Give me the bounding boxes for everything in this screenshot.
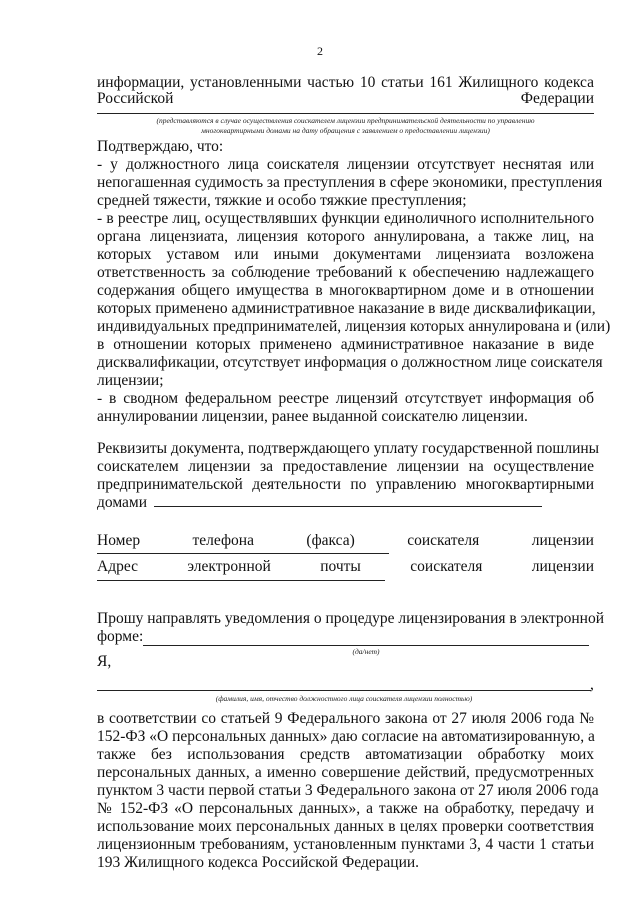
phone-word: телефона xyxy=(192,532,254,549)
requisites-last-label: домами xyxy=(97,494,148,511)
notify-note: (да/нет) xyxy=(352,647,380,656)
phone-word: лицензии xyxy=(531,532,594,549)
ya-label: Я, xyxy=(97,653,112,670)
consent-line: пунктом 3 части первой статьи 3 Федерального закона от 27 июля 2006 года xyxy=(97,782,599,799)
confirm-line: - у должностного лица соискателя лицензии отсутствует неснятая или xyxy=(97,156,594,173)
confirm-line: которых уставом или иными документами лицензиата возложена xyxy=(97,246,594,263)
header-line-2-right: Федерации xyxy=(520,90,594,107)
phone-field[interactable] xyxy=(97,553,389,554)
consent-line: персональных данных, а именно совершение действий, предусмотренных xyxy=(97,764,594,781)
confirm-line: - в сводном федеральном реестре лицензий отсутствует информация об xyxy=(97,390,594,407)
confirm-line: в отношении которых применено административное наказание в виде xyxy=(97,336,594,353)
confirm-line: содержания общего имущества в многоквартирном доме и в отношении xyxy=(97,282,594,299)
confirm-line: ответственность за соблюдение требований к обеспечению надлежащего xyxy=(97,264,594,281)
header-rule xyxy=(97,113,594,114)
notify-label: форме: xyxy=(97,628,144,645)
notify-line-2 xyxy=(97,628,594,646)
confirm-line: которых применено административное наказание в виде дисквалификации, xyxy=(97,300,596,317)
email-field[interactable] xyxy=(97,580,385,581)
email-word: Адрес xyxy=(97,558,138,575)
consent-line: в соответствии со статьей 9 Федерального закона от 27 июля 2006 года № xyxy=(97,710,594,727)
header-note-1: (представляются в случае осуществления соискателем лицензии предпринимательской деятельности по управлению xyxy=(156,116,535,125)
email-line xyxy=(97,558,594,576)
confirm-line: дисквалификации, отсутствует информация о должностном лице соискателя xyxy=(97,354,603,371)
header-line-1: информации, установленными частью 10 статьи 161 Жилищного кодекса xyxy=(97,74,594,91)
notify-field[interactable] xyxy=(143,645,589,646)
requisites-line: соискателем лицензии за предоставление лицензии на осуществление xyxy=(97,458,594,475)
confirm-line: средней тяжести, тяжкие и особо тяжкие преступления; xyxy=(97,192,467,209)
ya-comma: , xyxy=(590,676,594,693)
confirm-heading: Подтверждаю, что: xyxy=(97,138,224,155)
email-word: соискателя xyxy=(410,558,483,575)
notify-line-1: Прошу направлять уведомления о процедуре лицензирования в электронной xyxy=(97,610,604,627)
page-number: 2 xyxy=(317,44,323,58)
header-line-2-left: Российской xyxy=(97,90,174,107)
requisites-line: предпринимательской деятельности по управлению многоквартирными xyxy=(97,476,594,493)
confirm-line: - в реестре лиц, осуществлявших функции единоличного исполнительного xyxy=(97,210,594,227)
confirm-line: индивидуальных предпринимателей, лицензия которых аннулирована и (или) xyxy=(97,318,611,335)
payment-details-field[interactable] xyxy=(154,505,542,507)
consent-line: также без использования средств автоматизации обработку моих xyxy=(97,746,594,763)
consent-line: № 152-ФЗ «О персональных данных», а также на обработку, передачу и xyxy=(97,800,594,817)
email-word: лицензии xyxy=(531,558,594,575)
confirm-line: аннулировании лицензии, ранее выданной соискателю лицензии. xyxy=(97,408,528,425)
consent-last: 193 Жилищного кодекса Российской Федерации. xyxy=(97,854,420,871)
header-note-2: многоквартирными домами на дату обращения с заявлением о предоставлении лицензии) xyxy=(201,126,490,135)
consent-line: 152-ФЗ «О персональных данных» даю согласие на автоматизированную, а xyxy=(97,728,595,745)
confirm-line: непогашенная судимость за преступления в сфере экономики, преступления xyxy=(97,174,603,191)
consent-line: лицензионным требованиям, установленным пунктами 3, 4 части 1 статьи xyxy=(97,836,594,853)
confirm-line: органа лицензиата, лицензия которого аннулирована, а также лиц, на xyxy=(97,228,594,245)
fullname-field[interactable] xyxy=(97,690,591,691)
requisites-last xyxy=(97,494,594,512)
header-line-2 xyxy=(97,90,594,108)
confirm-line: лицензии; xyxy=(97,372,164,389)
email-word: электронной xyxy=(187,558,271,575)
email-word: почты xyxy=(320,558,361,575)
fullname-note: (фамилия, имя, отчество должностного лица соискателя лицензии полностью) xyxy=(215,694,473,703)
phone-word: соискателя xyxy=(407,532,480,549)
consent-line: использование моих персональных данных в целях проверки соответствия xyxy=(97,818,594,835)
phone-word: Номер xyxy=(97,532,141,549)
phone-line xyxy=(97,532,594,550)
requisites-line: Реквизиты документа, подтверждающего уплату государственной пошлины xyxy=(97,440,600,457)
phone-word: (факса) xyxy=(306,532,355,549)
